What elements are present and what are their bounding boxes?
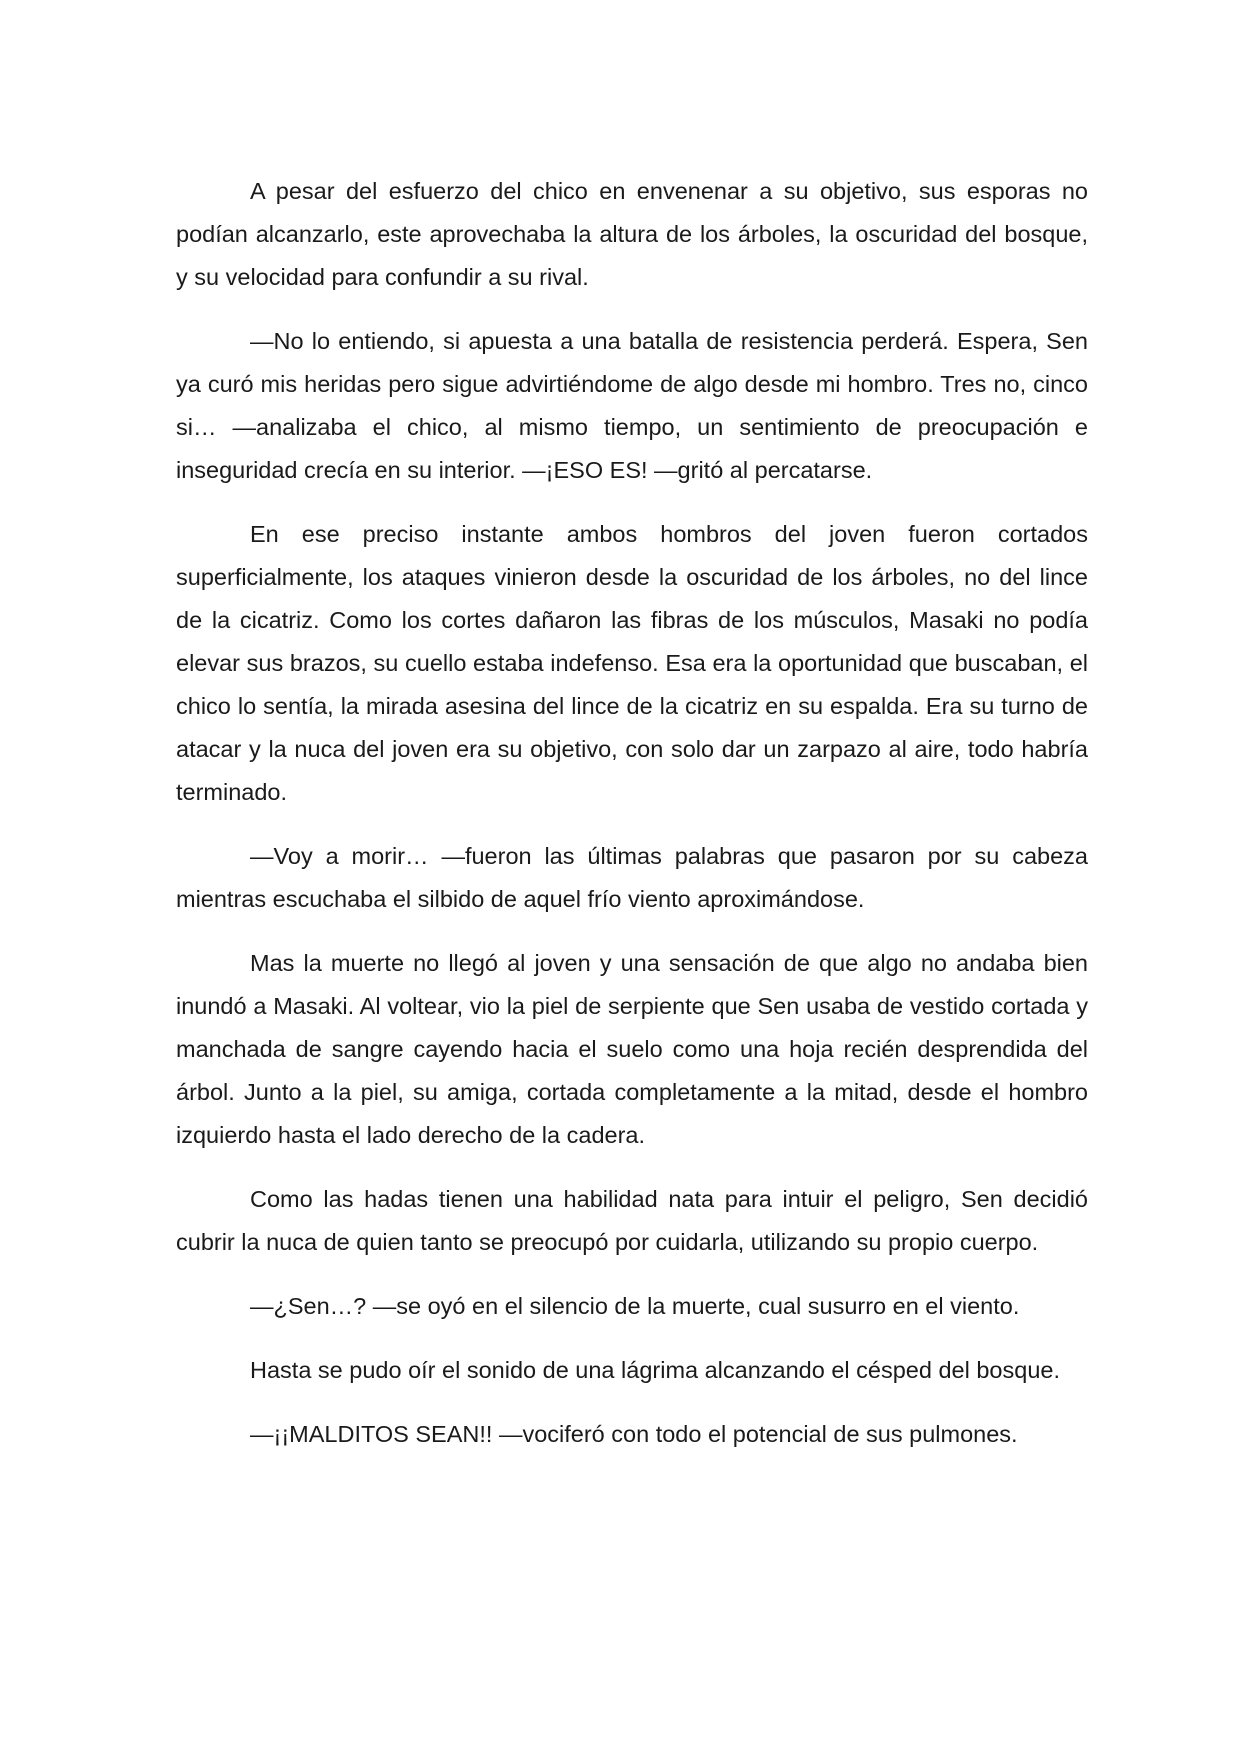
paragraph-8: Hasta se pudo oír el sonido de una lágrima alcanzando el césped del bosque. <box>250 1357 1060 1383</box>
paragraph-9: —¡¡MALDITOS SEAN!! —vociferó con todo el potencial de sus pulmones. <box>250 1421 1018 1447</box>
paragraph-2: —No lo entiendo, si apuesta a una batalla de resistencia perderá. Espera, Sen ya curó mis heridas pero sigue advirtiéndome de algo desde mi hombro. Tres no, cinco si… —analizaba el chico, al mismo tiempo, un sentimiento de preocupación e inseguridad crecía en su interior. —¡ESO ES! —gritó al percatarse. <box>176 328 1088 483</box>
paragraph-3: En ese preciso instante ambos hombros del joven fueron cortados superficialmente, los ataques vinieron desde la oscuridad de los árboles, no del lince de la cicatriz. Como los cortes dañaron las fibras de los músculos, Masaki no podía elevar sus brazos, su cuello estaba indefenso. Esa era la oportunidad que buscaban, el chico lo sentía, la mirada asesina del lince de la cicatriz en su espalda. Era su turno de atacar y la nuca del joven era su objetivo, con solo dar un zarpazo al aire, todo habría terminado. <box>176 521 1088 805</box>
paragraph-1: A pesar del esfuerzo del chico en envenenar a su objetivo, sus esporas no podían alcanzarlo, este aprovechaba la altura de los árboles, la oscuridad del bosque, y su velocidad para confundir a su rival. <box>176 178 1088 290</box>
paragraph-4: —Voy a morir… —fueron las últimas palabras que pasaron por su cabeza mientras escuchaba el silbido de aquel frío viento aproximándose. <box>176 843 1088 912</box>
paragraph-7: —¿Sen…? —se oyó en el silencio de la muerte, cual susurro en el viento. <box>250 1293 1020 1319</box>
body-text <box>176 170 1088 1477</box>
paragraph-6: Como las hadas tienen una habilidad nata para intuir el peligro, Sen decidió cubrir la nuca de quien tanto se preocupó por cuidarla, utilizando su propio cuerpo. <box>176 1186 1088 1255</box>
paragraph-5: Mas la muerte no llegó al joven y una sensación de que algo no andaba bien inundó a Masaki. Al voltear, vio la piel de serpiente que Sen usaba de vestido cortada y manchada de sangre cayendo hacia el suelo como una hoja recién desprendida del árbol. Junto a la piel, su amiga, cortada completamente a la mitad, desde el hombro izquierdo hasta el lado derecho de la cadera. <box>176 950 1088 1148</box>
